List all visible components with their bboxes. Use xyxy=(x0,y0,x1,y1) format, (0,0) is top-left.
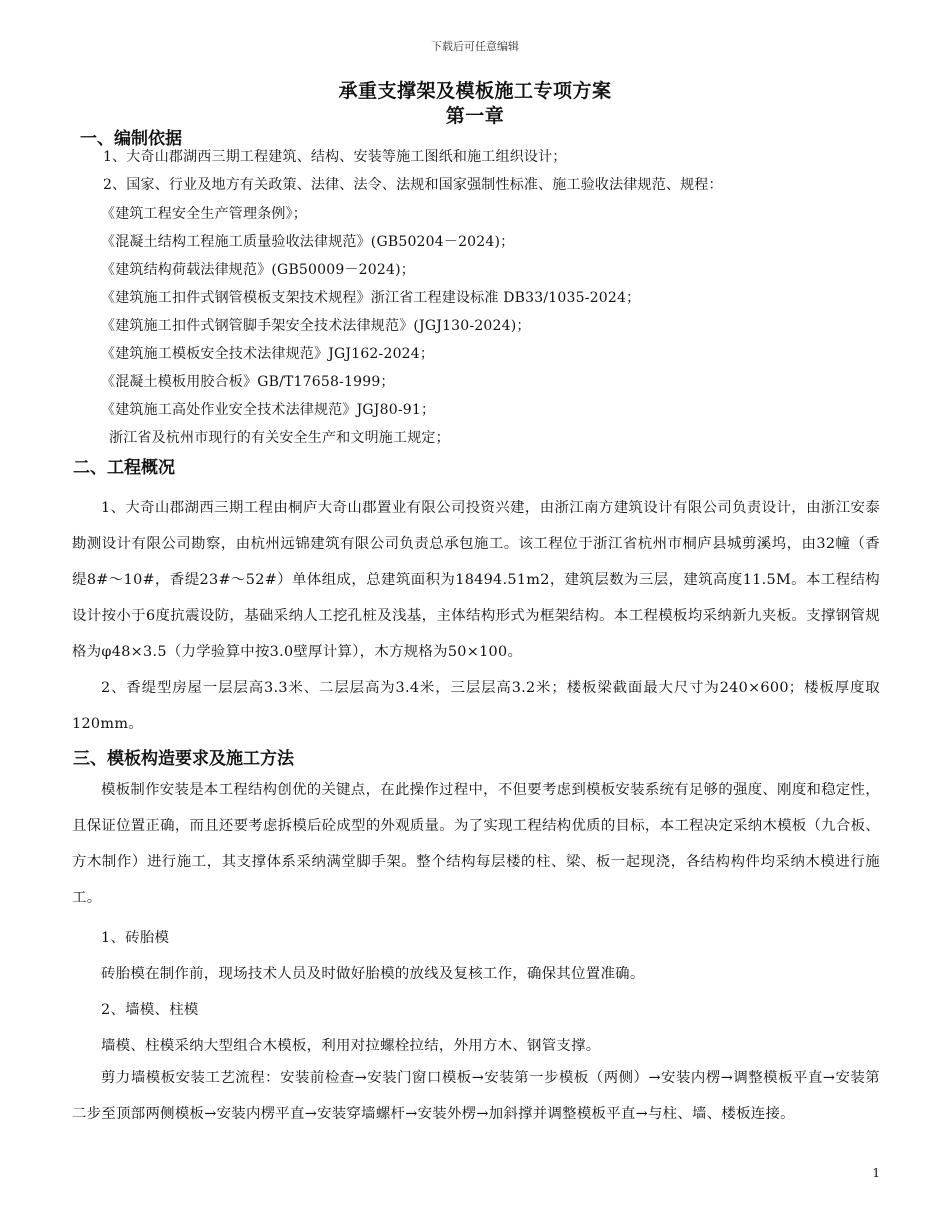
page-number: 1 xyxy=(872,1166,880,1180)
list-item: 《建筑工程安全生产管理条例》； xyxy=(101,206,307,222)
list-item: 《混凝土结构工程施工质量验收法律规范》(GB50204－2024)； xyxy=(101,234,515,250)
section-heading-basis: 一、编制依据 xyxy=(80,129,182,149)
subheading-wall-column-mold: 2、墙模、柱模 xyxy=(101,1002,199,1018)
list-item: 《建筑施工模板安全技术法律规范》JGJ162-2024； xyxy=(101,346,435,362)
list-item: 浙江省及杭州市现行的有关安全生产和文明施工规定； xyxy=(109,430,450,446)
list-item: 2、国家、行业及地方有关政策、法律、法令、法规和国家强制性标准、施工验收法律规范、规程： xyxy=(103,177,723,193)
wall-column-paragraph: 墙模、柱模采纳大型组合木模板，利用对拉螺栓拉结，外用方木、钢管支撑。 xyxy=(101,1038,601,1054)
overview-paragraph-2: 2、香缇型房屋一层层高3.3米、二层层高为3.4米，三层层高3.2米；楼板梁截面最大尺寸为240×600；楼板厚度取120mm。 xyxy=(72,680,880,732)
page-header-note: 下载后可任意编辑 xyxy=(431,40,519,53)
section-heading-formwork: 三、模板构造要求及施工方法 xyxy=(73,749,294,769)
list-item: 《建筑施工扣件式钢管脚手架安全技术法律规范》(JGJ130-2024)； xyxy=(101,318,531,334)
list-item: 1、大奇山郡湖西三期工程建筑、结构、安装等施工图纸和施工组织设计； xyxy=(103,149,567,165)
shear-wall-process-paragraph: 剪力墙模板安装工艺流程：安装前检查→安装门窗口模板→安装第一步模板（两侧）→安装内楞→调整模板平直→安装第二步至顶部两侧模板→安装内楞平直→安装穿墙螺杆→安装外楞→加斜撑并调整模板平直→与柱、墙、楼板连接。 xyxy=(72,1070,880,1122)
list-item: 《建筑施工扣件式钢管模板支架技术规程》浙江省工程建设标准 DB33/1035-2024； xyxy=(101,290,641,306)
list-item: 《建筑结构荷载法律规范》(GB50009－2024)； xyxy=(101,262,415,278)
brick-mold-paragraph: 砖胎模在制作前，现场技术人员及时做好胎模的放线及复核工作，确保其位置准确。 xyxy=(101,966,645,982)
section-heading-overview: 二、工程概况 xyxy=(73,458,175,478)
chapter-title: 第一章 xyxy=(445,105,505,127)
list-item: 《建筑施工高处作业安全技术法律规范》JGJ80-91； xyxy=(101,402,436,418)
subheading-brick-mold: 1、砖胎模 xyxy=(101,930,170,946)
formwork-paragraph-1: 模板制作安装是本工程结构创优的关键点，在此操作过程中，不但要考虑到模板安装系统有足够的强度、刚度和稳定性，且保证位置正确，而且还要考虑拆模后砼成型的外观质量。为了实现工程结构优质的目标，本工程决定采纳木模板（九合板、方木制作）进行施工，其支撑体系采纳满堂脚手架。整个结构每层楼的柱、梁、板一起现浇，各结构构件均采纳木模进行施工。 xyxy=(72,782,880,906)
overview-paragraph-1: 1、大奇山郡湖西三期工程由桐庐大奇山郡置业有限公司投资兴建，由浙江南方建筑设计有限公司负责设计，由浙江安泰勘测设计有限公司勘察，由杭州远锦建筑有限公司负责总承包施工。该工程位于浙江省杭州市桐庐县城剪溪坞，由32幢（香缇8#～10#，香缇23#～52#）单体组成，总建筑面积为18494.51m2，建筑层数为三层，建筑高度11.5M。本工程结构设计按小于6度抗震设防，基础采纳人工挖孔桩及浅基，主体结构形式为框架结构。本工程模板均采纳新九夹板。支撑钢管规格为φ48×3.5（力学验算中按3.0壁厚计算），木方规格为50×100。 xyxy=(72,500,880,660)
list-item: 《混凝土模板用胶合板》GB/T17658-1999； xyxy=(101,374,395,390)
document-title: 承重支撑架及模板施工专项方案 xyxy=(338,80,612,102)
